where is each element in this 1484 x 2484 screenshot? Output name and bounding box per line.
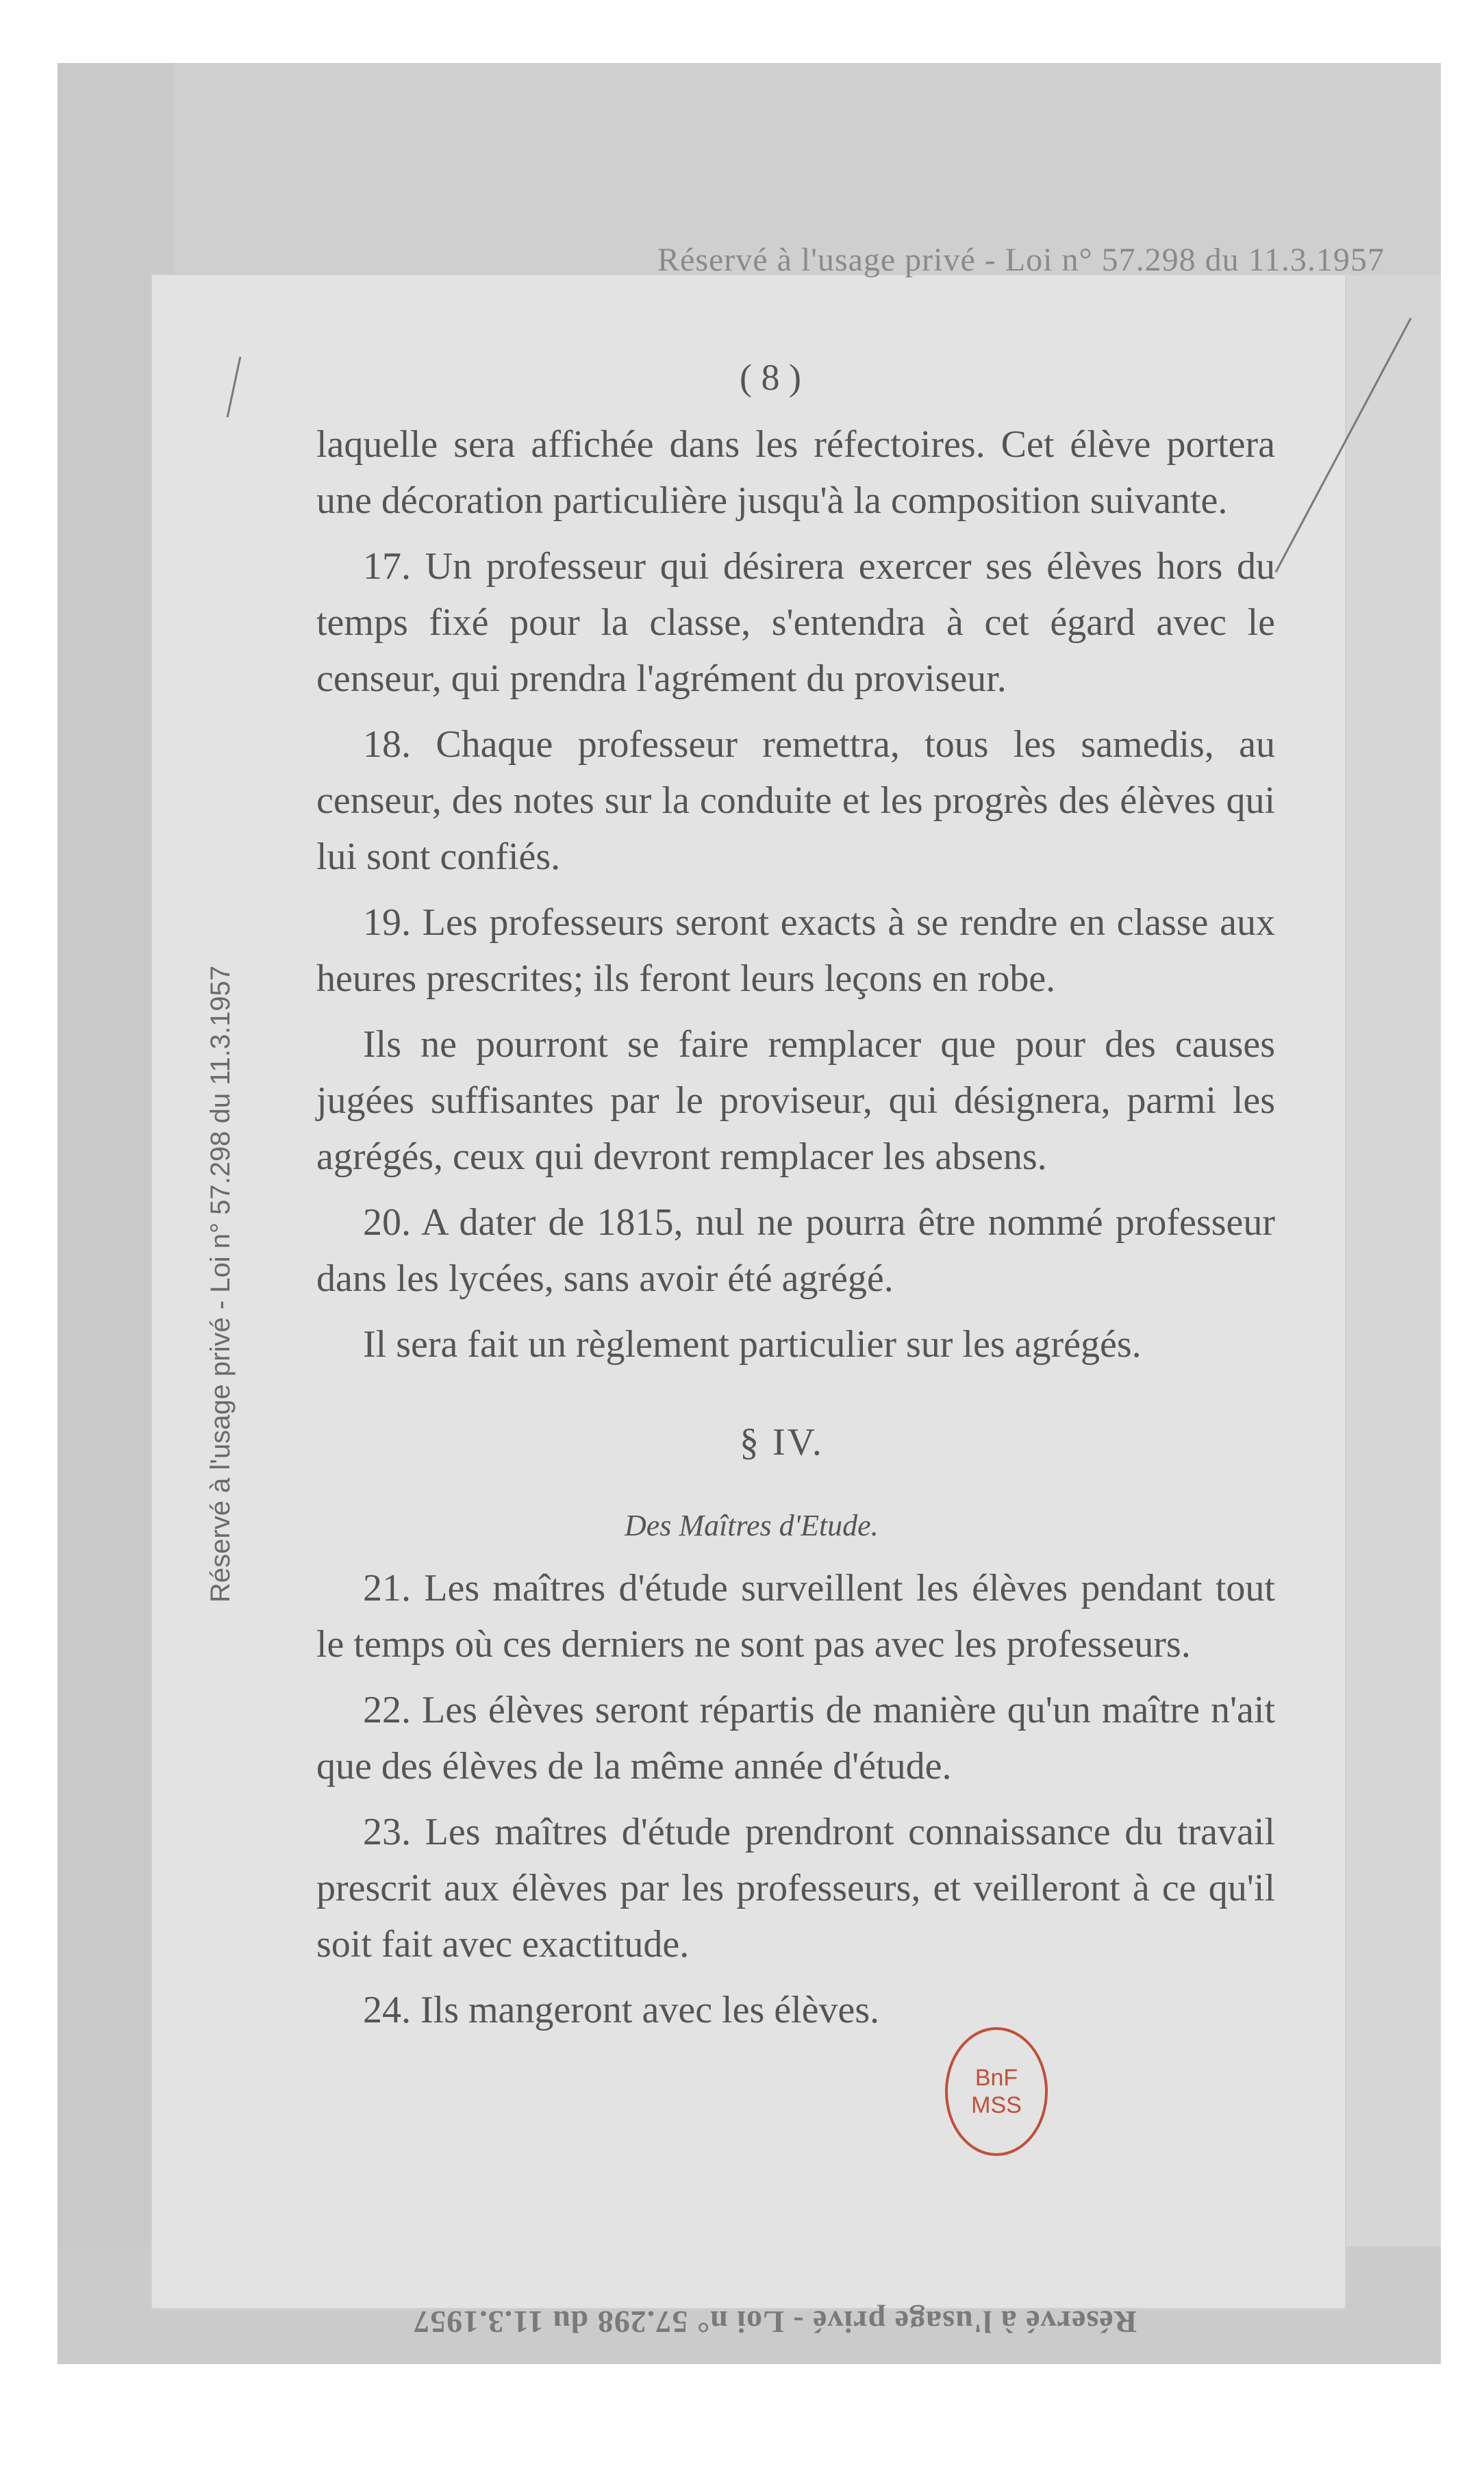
- stamp-line: MSS: [971, 2092, 1022, 2118]
- stamp-line: BnF: [974, 2065, 1018, 2091]
- side-copyright-notice: Réservé à l'usage privé - Loi n° 57.298 du 11.3.1957: [205, 965, 236, 1603]
- paragraph: 21. Les maîtres d'étude surveillent les élèves pendant tout le temps où ces derniers ne sont pas avec les professeurs.: [316, 1567, 1275, 1666]
- library-stamp: [945, 2027, 1048, 2156]
- paragraph: 20. A dater de 1815, nul ne pourra être nommé professeur dans les lycées, sans avoir été agrégé.: [316, 1201, 1275, 1300]
- page-number: ( 8 ): [740, 357, 801, 398]
- paragraph: 24. Ils mangeront avec les élèves.: [363, 1989, 880, 2031]
- paragraph: 18. Chaque professeur remettra, tous les samedis, au censeur, des notes sur la conduite et les progrès des élèves qui lui sont confiés.: [316, 723, 1275, 878]
- paragraph: 22. Les élèves seront répartis de manière qu'un maître n'ait que des élèves de la même année d'étude.: [316, 1689, 1275, 1787]
- mirrored-header-notice: Réservé à l'usage privé - Loi n° 57.298 du 11.3.1957: [657, 242, 1385, 278]
- paragraph: 19. Les professeurs seront exacts à se rendre en classe aux heures prescrites; ils feront leurs leçons en robe.: [316, 901, 1275, 1000]
- body-text-top: [316, 416, 1275, 1382]
- paragraph: Ils ne pourront se faire remplacer que pour des causes jugées suffisantes par le proviseur, qui désignera, parmi les agrégés, ceux qui devront remplacer les absens.: [316, 1023, 1275, 1178]
- paragraph: laquelle sera affichée dans les réfectoires. Cet élève portera une décoration particulière jusqu'à la composition suivante.: [316, 423, 1275, 522]
- section-subtitle: Des Maîtres d'Etude.: [625, 1509, 879, 1542]
- section-title: § IV.: [740, 1421, 824, 1464]
- paragraph: 23. Les maîtres d'étude prendront connaissance du travail prescrit aux élèves par les professeurs, et veilleront à ce qu'il soit fait avec exactitude.: [316, 1811, 1275, 1966]
- paragraph: 17. Un professeur qui désirera exercer ses élèves hors du temps fixé pour la classe, s'entendra à cet égard avec le censeur, qui prendra l'agrément du proviseur.: [316, 545, 1275, 700]
- body-text-bottom: [316, 1560, 1275, 2048]
- mirrored-footer-notice: Réservé à l'usage privé - Loi n° 57.298 du 11.3.1957: [413, 2305, 1137, 2339]
- paragraph: Il sera fait un règlement particulier sur les agrégés.: [363, 1323, 1142, 1366]
